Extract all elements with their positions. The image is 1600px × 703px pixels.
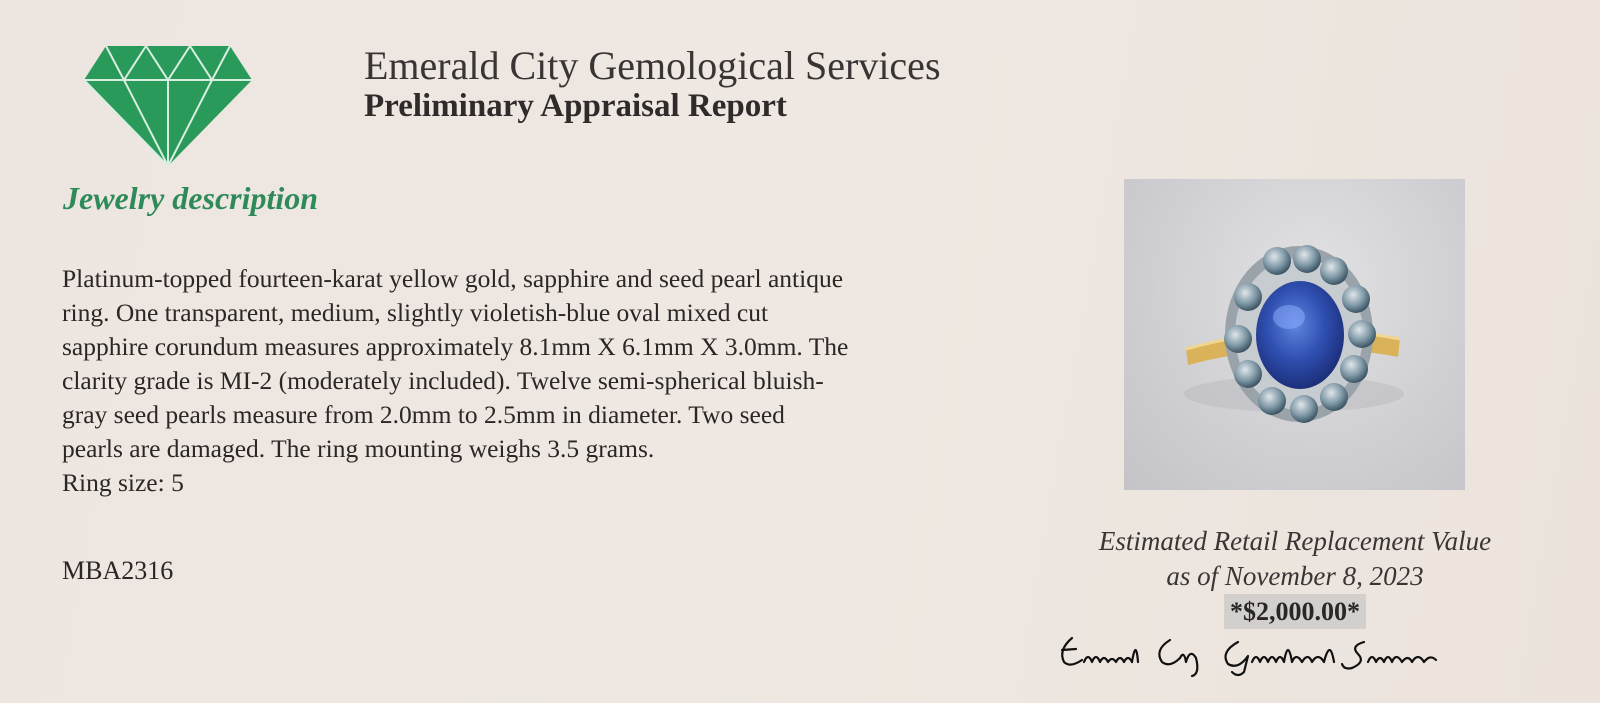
description-line: Platinum-topped fourteen-karat yellow gold, sapphire and seed pearl antique — [62, 264, 844, 293]
ring-photo — [1124, 179, 1465, 490]
description-line: clarity grade is MI-2 (moderately included). Twelve semi-spherical bluish- — [62, 366, 824, 395]
diamond-icon — [84, 46, 252, 166]
report-title: Preliminary Appraisal Report — [364, 88, 787, 124]
ring-size: Ring size: 5 — [62, 468, 184, 497]
signature — [1052, 628, 1452, 678]
section-heading: Jewelry description — [63, 180, 319, 216]
valuation-date: as of November 8, 2023 — [1166, 561, 1424, 591]
description-line: gray seed pearls measure from 2.0mm to 2.5mm in diameter. Two seed — [62, 400, 785, 429]
description-line: ring. One transparent, medium, slightly violetish-blue oval mixed cut — [62, 298, 769, 327]
company-name: Emerald City Gemological Services — [364, 43, 941, 88]
valuation-amount: *$2,000.00* — [1224, 594, 1366, 629]
description-line: pearls are damaged. The ring mounting weighs 3.5 grams. — [62, 434, 655, 463]
jewelry-description — [62, 262, 982, 500]
description-line: sapphire corundum measures approximately 8.1mm X 6.1mm X 3.0mm. The — [62, 332, 849, 361]
valuation-block — [1060, 524, 1530, 629]
valuation-label: Estimated Retail Replacement Value — [1098, 526, 1492, 556]
reference-code: MBA2316 — [62, 556, 174, 585]
